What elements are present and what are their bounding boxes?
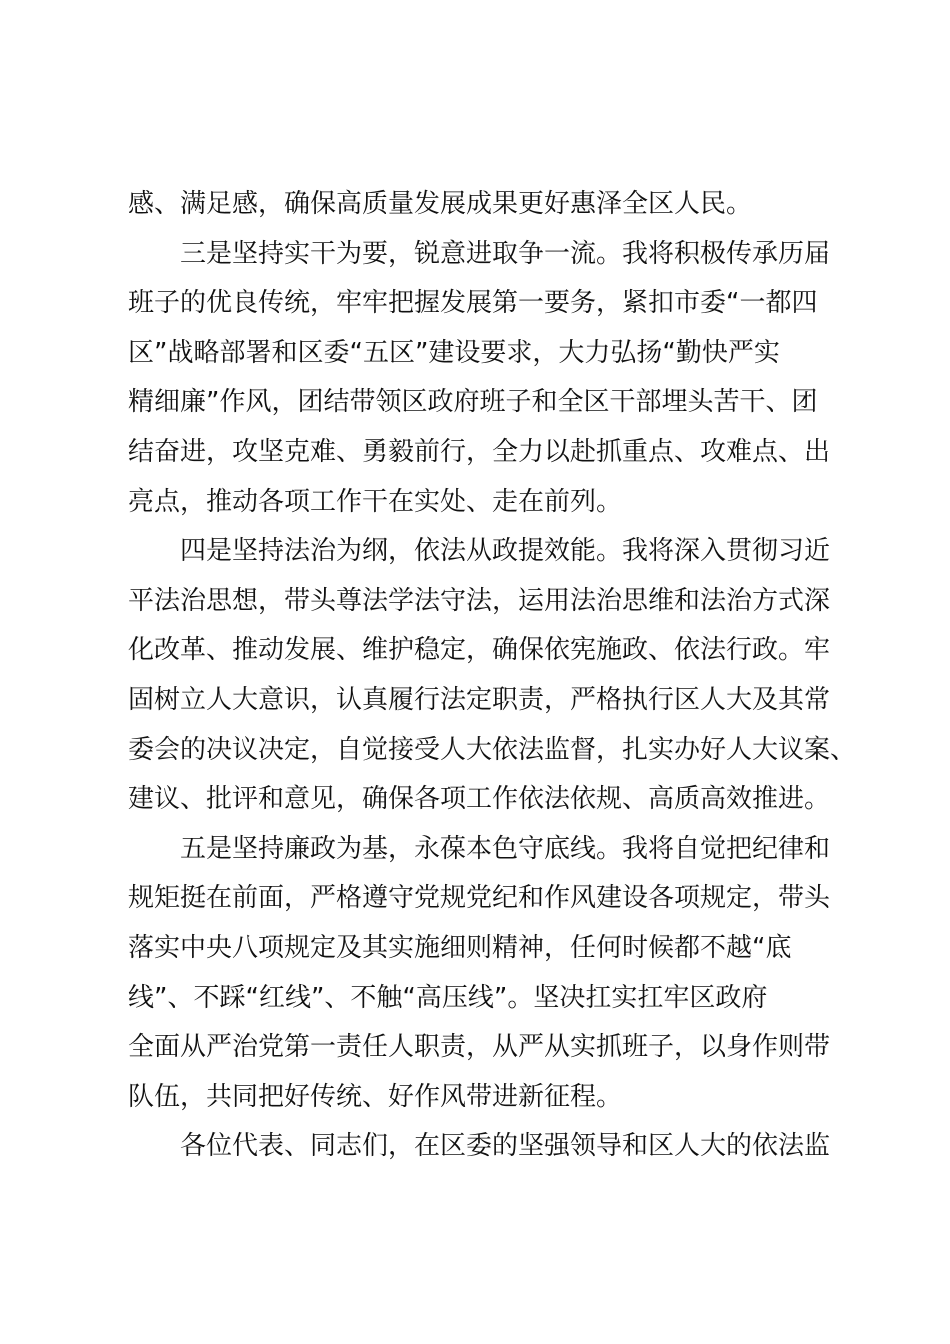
text-line: 亮点，推动各项工作干在实处、走在前列。 xyxy=(128,486,623,517)
text-line: 平法治思想，带头尊法学法守法，运用法治思维和法治方式深 xyxy=(128,585,831,616)
paragraph-closing xyxy=(128,1122,838,1172)
paragraph-point-five xyxy=(128,825,838,1123)
text-line: 结奋进，攻坚克难、勇毅前行，全力以赴抓重点、攻难点、出 xyxy=(128,436,831,467)
paragraph-point-three xyxy=(128,230,838,528)
text-line: 感、满足感，确保高质量发展成果更好惠泽全区人民。 xyxy=(128,189,753,219)
text-line: 全面从严治党第一责任人职责，从严从实抓班子，以身作则带 xyxy=(128,1032,831,1063)
text-line: 委会的决议决定，自觉接受人大依法监督，扎实办好人大议案、 xyxy=(128,734,857,765)
text-line: 化改革、推动发展、维护稳定，确保依宪施政、依法行政。牢 xyxy=(128,635,831,666)
text-line: 固树立人大意识，认真履行法定职责，严格执行区人大及其常 xyxy=(128,684,831,715)
text-line: 各位代表、同志们，在区委的坚强领导和区人大的依法监 xyxy=(180,1131,831,1162)
text-line: 队伍，共同把好传统、好作风带进新征程。 xyxy=(128,1081,623,1112)
text-line: 五是坚持廉政为基，永葆本色守底线。我将自觉把纪律和 xyxy=(180,833,831,864)
paragraph-continuation xyxy=(128,180,838,230)
text-line: 建议、批评和意见，确保各项工作依法依规、高质高效推进。 xyxy=(128,784,831,815)
text-line: 四是坚持法治为纲，依法从政提效能。我将深入贯彻习近 xyxy=(180,536,831,567)
body-text xyxy=(128,180,857,1172)
text-line: 精细廉”作风，团结带领区政府班子和全区干部埋头苦干、团 xyxy=(128,387,818,418)
text-line: 规矩挺在前面，严格遵守党规党纪和作风建设各项规定，带头 xyxy=(128,883,831,914)
paragraph-point-four xyxy=(128,527,857,825)
text-line: 落实中央八项规定及其实施细则精神，任何时候都不越“底 xyxy=(128,932,792,963)
text-line: 班子的优良传统，牢牢把握发展第一要务，紧扣市委“一都四 xyxy=(128,288,818,319)
text-line: 区”战略部署和区委“五区”建设要求，大力弘扬“勤快严实 xyxy=(128,337,780,368)
text-line: 三是坚持实干为要，锐意进取争一流。我将积极传承历届 xyxy=(180,238,831,269)
text-line: 线”、不踩“红线”、不触“高压线”。坚决扛实扛牢区政府 xyxy=(128,982,768,1013)
